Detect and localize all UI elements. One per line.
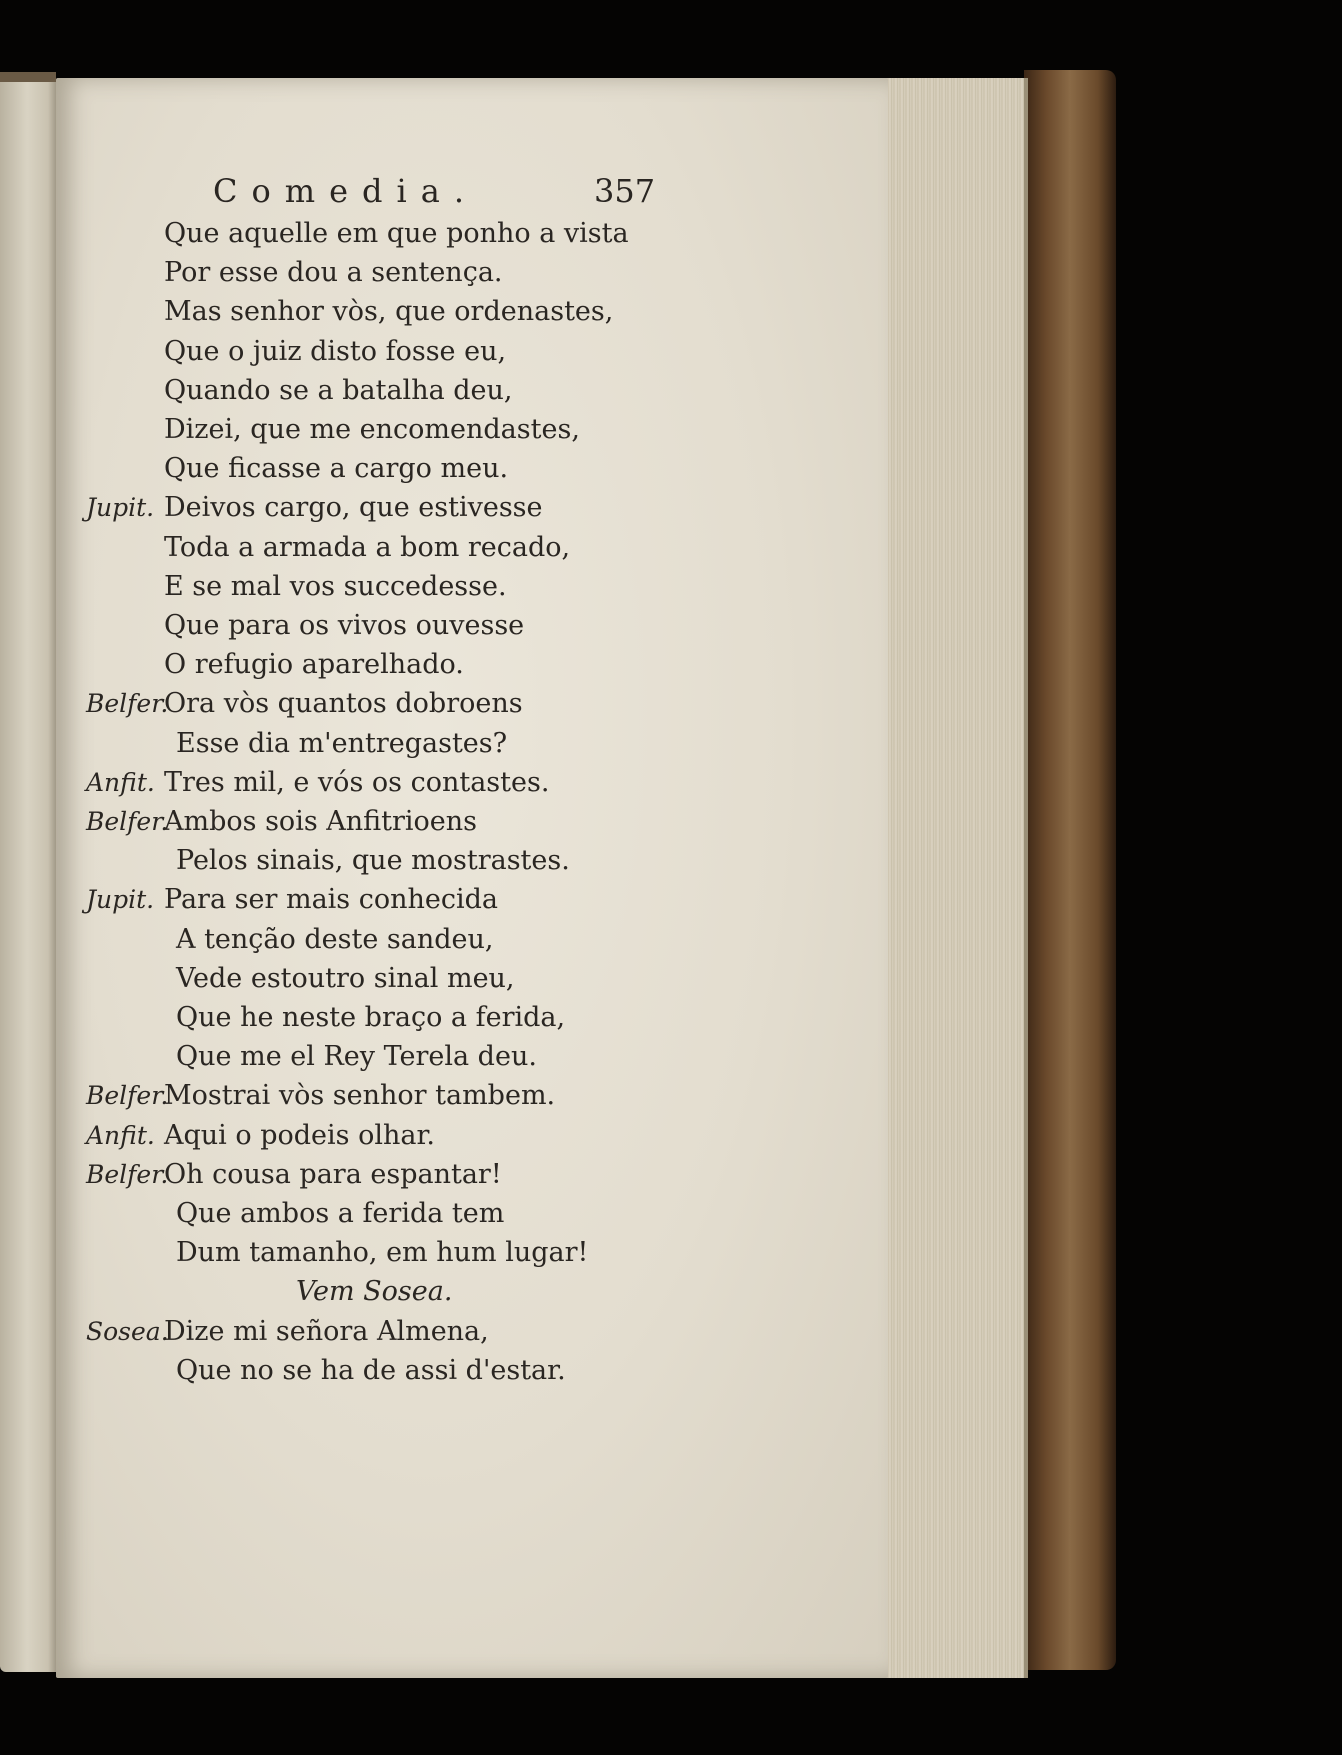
speaker-label: Belfer. <box>86 1160 169 1189</box>
verse-line: A tenção deste sandeu, <box>176 924 494 955</box>
stage-direction: Vem Sosea. <box>296 1276 453 1307</box>
page-number: 357 <box>594 172 656 210</box>
speaker-label: Jupit. <box>86 885 155 914</box>
verse-line: E se mal vos succedesse. <box>164 571 507 602</box>
verse-line: Deivos cargo, que estivesse <box>164 492 543 523</box>
verse-line: Esse dia m'entregastes? <box>176 728 508 759</box>
verse-line: Para ser mais conhecida <box>164 884 499 915</box>
verse-line: Mas senhor vòs, que ordenastes, <box>164 296 614 327</box>
speaker-label: Belfer. <box>86 1081 169 1110</box>
speaker-label: Anfit. <box>86 1121 155 1150</box>
speaker-label: Belfer. <box>86 807 169 836</box>
verse-line: O refugio aparelhado. <box>164 649 464 680</box>
speaker-label: Anfit. <box>86 768 155 797</box>
verse-line: Por esse dou a sentença. <box>164 257 503 288</box>
verse-line: Que aquelle em que ponho a vista <box>164 218 629 249</box>
verse-line: Vede estoutro sinal meu, <box>176 963 515 994</box>
verse-line: Que he neste braço a ferida, <box>176 1002 566 1033</box>
verse-line: Oh cousa para espantar! <box>164 1159 502 1190</box>
verse-line: Dum tamanho, em hum lugar! <box>176 1237 589 1268</box>
verse-line: Que o juiz disto fosse eu, <box>164 336 507 367</box>
speaker-label: Sosea. <box>86 1317 169 1346</box>
speaker-label: Belfer. <box>86 689 169 718</box>
verse-line: Que ambos a ferida tem <box>176 1198 505 1229</box>
speaker-label: Jupit. <box>86 493 155 522</box>
verse-line: Que me el Rey Terela deu. <box>176 1041 537 1072</box>
verse-line: Aqui o podeis olhar. <box>164 1120 436 1151</box>
verse-line: Que para os vivos ouvesse <box>164 610 525 641</box>
verse-line: Mostrai vòs senhor tambem. <box>164 1080 556 1111</box>
verse-line: Que ficasse a cargo meu. <box>164 453 509 484</box>
verse-line: Ambos sois Anfitrioens <box>164 806 478 837</box>
verse-line: Toda a armada a bom recado, <box>164 532 571 563</box>
verse-line: Pelos sinais, que mostrastes. <box>176 845 570 876</box>
running-head: Comedia. <box>213 172 478 210</box>
verse-line: Que no se ha de assi d'estar. <box>176 1355 566 1386</box>
verse-line: Ora vòs quantos dobroens <box>164 688 523 719</box>
verse-line: Dize mi señora Almena, <box>164 1316 489 1347</box>
verse-line: Dizei, que me encomendastes, <box>164 414 580 445</box>
verse-line: Tres mil, e vós os contastes. <box>164 767 550 798</box>
verse-line: Quando se a batalha deu, <box>164 375 513 406</box>
